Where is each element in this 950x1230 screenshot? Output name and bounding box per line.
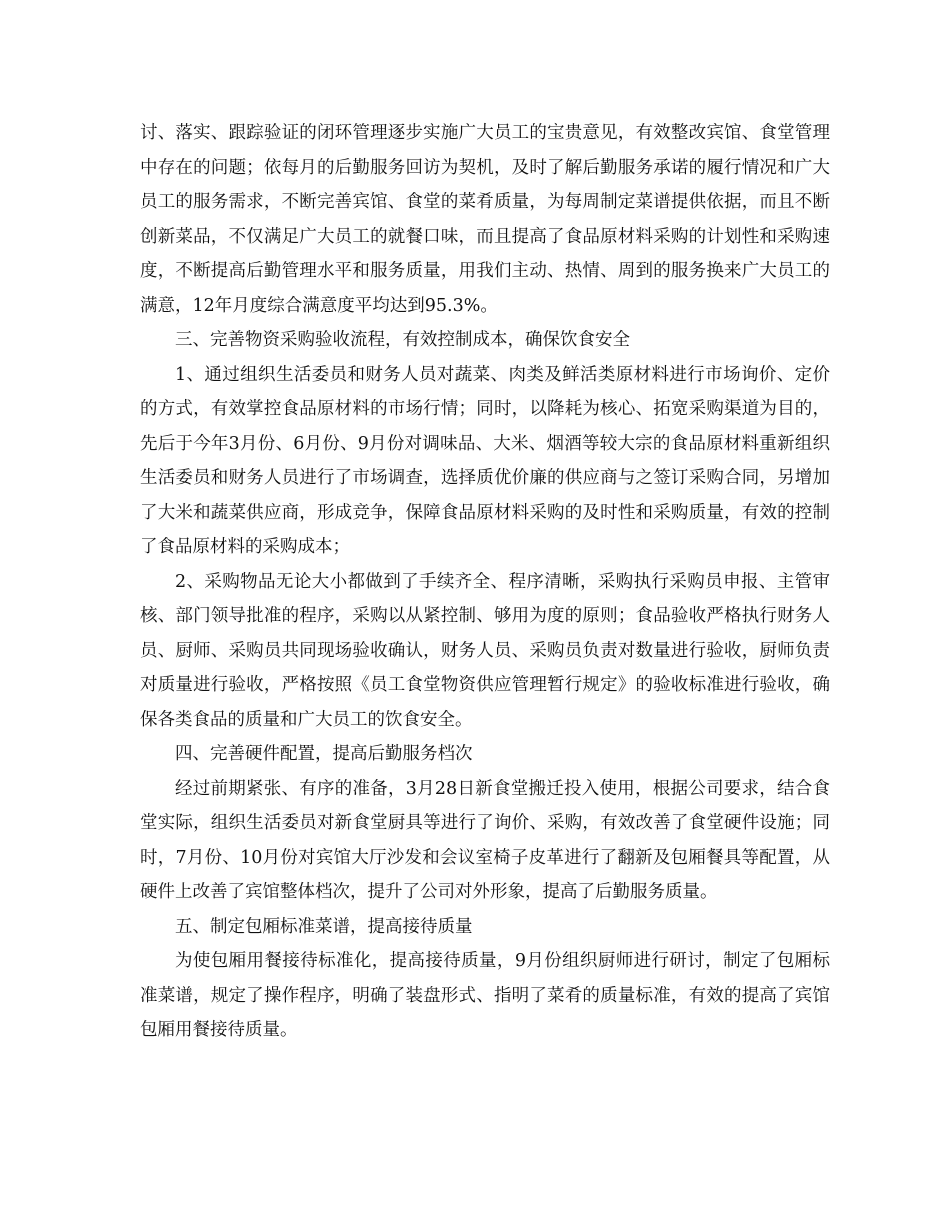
paragraph-procurement-pricing: 1、通过组织生活委员和财务人员对蔬菜、肉类及鲜活类原材料进行市场询价、定价的方式，有效掌控食品原材料的市场行情；同时，以降耗为核心、拓宽采购渠道为目的，先后于今年3月份、6月份、9月份对调味品、大米、烟酒等较大宗的食品原材料重新组织生活委员和财务人员进行了市场调查，选择质优价廉的供应商与之签订采购合同，另增加了大米和蔬菜供应商，形成竞争，保障食品原材料采购的及时性和采购质量，有效的控制了食品原材料的采购成本；: [140, 364, 830, 557]
section-heading-4: 四、完善硬件配置，提高后勤服务档次: [175, 744, 473, 764]
section-heading-3: 三、完善物资采购验收流程，有效控制成本，确保饮食安全: [175, 330, 630, 350]
paragraph-procurement-procedure: 2、采购物品无论大小都做到了手续齐全、程序清晰，采购执行采购员申报、主管审核、部门领导批准的程序，采购以从紧控制、够用为度的原则；食品验收严格执行财务人员、厨师、采购员共同现场验收确认，财务人员、采购员负责对数量进行验收，厨师负责对质量进行验收，严格按照《员工食堂物资供应管理暂行规定》的验收标准进行验收，确保各类食品的质量和广大员工的饮食安全。: [140, 571, 830, 730]
section-heading-5: 五、制定包厢标准菜谱，提高接待质量: [175, 916, 473, 937]
paragraph-hardware: 经过前期紧张、有序的准备，3月28日新食堂搬迁投入使用，根据公司要求，结合食堂实际，组织生活委员对新食堂厨具等进行了询价、采购，有效改善了食堂硬件设施；同时，7月份、10月份对宾馆大厅沙发和会议室椅子皮革进行了翻新及包厢餐具等配置，从硬件上改善了宾馆整体档次，提升了公司对外形象，提高了后勤服务质量。: [140, 778, 830, 902]
paragraph-feedback-continuation: 讨、落实、跟踪验证的闭环管理逐步实施广大员工的宝贵意见，有效整改宾馆、食堂管理中存在的问题；依每月的后勤服务回访为契机，及时了解后勤服务承诺的履行情况和广大员工的服务需求，不断完善宾馆、食堂的菜肴质量，为每周制定菜谱提供依据，而且不断创新菜品，不仅满足广大员工的就餐口味，而且提高了食品原材料采购的计划性和采购速度，不断提高后勤管理水平和服务质量，用我们主动、热情、周到的服务换来广大员工的满意，12年月度综合满意度平均达到95.3%。: [140, 123, 830, 316]
paragraph-menu-standard: 为使包厢用餐接待标准化，提高接待质量，9月份组织厨师进行研讨，制定了包厢标准菜谱，规定了操作程序，明确了装盘形式、指明了菜肴的质量标准，有效的提高了宾馆包厢用餐接待质量。: [140, 951, 830, 1040]
document-body: [140, 116, 830, 1048]
